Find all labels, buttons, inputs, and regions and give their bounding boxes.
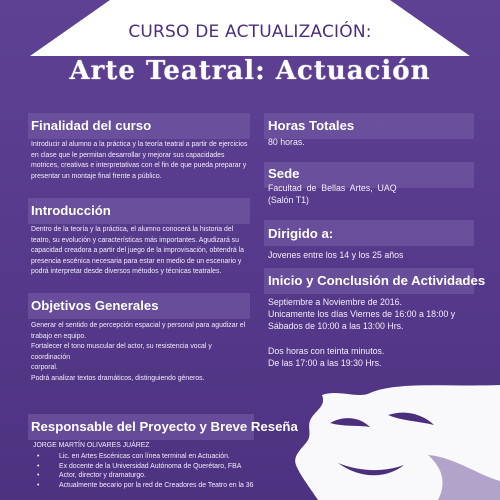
text-line: corporal. bbox=[31, 364, 58, 372]
course-kicker: CURSO DE ACTUALIZACIÓN: bbox=[128, 22, 372, 42]
text-line: presentar un montaje final frente a público. bbox=[31, 172, 162, 180]
responsable-heading: Responsable del Proyecto y Breve Reseña bbox=[31, 419, 298, 434]
text-line: (Salón T1) bbox=[268, 195, 309, 206]
text-line: Fortalecer el tono muscular del actor, su resistencia vocal y coordinación bbox=[31, 343, 212, 361]
text-line: presencia escénica necesaria para estar en medio de un escenario y bbox=[31, 257, 242, 265]
text-line: teatro, su evolución y características más importantes. Agudizará su bbox=[31, 236, 239, 244]
text-line: Podrá analizar textos dramáticos, distinguiendo géneros. bbox=[31, 374, 205, 382]
text-line: trabajo en equipo. bbox=[31, 332, 87, 340]
responsable-bullets bbox=[33, 452, 273, 490]
list-item: • Actor, director y dramaturgo. bbox=[33, 471, 273, 481]
text-line: podrá interpretar desde diversos métodos y técnicas teatrales. bbox=[31, 268, 222, 276]
text-line: Dentro de la teoría y la práctica, el alumno conocerá la historia del bbox=[31, 226, 234, 233]
list-item: • Ex docente de la Universidad Autónoma de Querétaro, FBA bbox=[33, 462, 273, 472]
text-line: Sábados de 10:00 a las 13:00 Hrs. bbox=[268, 321, 404, 332]
list-item: • Lic. en Artes Escénicas con línea terminal en Actuación. bbox=[33, 452, 273, 462]
text-line: Dos horas con teinta minutos. bbox=[268, 345, 385, 356]
list-item: • Actualmente becario por la red de Creadores de Teatro en la 36 bbox=[33, 481, 273, 491]
text-line bbox=[268, 333, 455, 345]
text-line: en clase que le permitan desarrollar y mejorar sus capacidades bbox=[31, 151, 225, 159]
course-title: Arte Teatral: Actuación bbox=[69, 56, 431, 86]
horas-value: 80 horas. bbox=[268, 137, 305, 147]
text-line: Generar el sentido de percepción espacial y personal para agudizar el bbox=[31, 322, 246, 329]
actor-face-illustration bbox=[278, 385, 500, 500]
fechas-text bbox=[268, 296, 455, 369]
text-line: Unicamente los días Viernes de 16:00 a 18:00 y bbox=[268, 309, 456, 320]
text-line: Septiembre a Noviembre de 2016. bbox=[268, 297, 402, 307]
responsable-name: JORGE MARTÍN OLIVARES JUÁREZ bbox=[33, 442, 150, 449]
horas-heading: Horas Totales bbox=[268, 118, 355, 133]
text-line: capacidad creadora a partir del juego de la improvisación, obtendrá la bbox=[31, 247, 244, 255]
text-line: De las 17:00 a las 19:30 Hrs. bbox=[268, 357, 382, 368]
text-line: Introducir al alumno a la práctica y la teoría teatral a partir de ejercicios bbox=[31, 141, 248, 148]
introduccion-heading: Introducción bbox=[31, 203, 111, 218]
text-line: motrices, creativas e interpretativas con el fin de que pueda preparar y bbox=[31, 162, 247, 170]
objetivos-text bbox=[31, 321, 249, 385]
introduccion-text bbox=[31, 225, 249, 278]
sede-heading: Sede bbox=[268, 166, 300, 181]
dirigido-heading: Dirigido a: bbox=[268, 226, 334, 241]
dirigido-value: Jovenes entre los 14 y los 25 años bbox=[268, 250, 404, 260]
text-line: Facultad de Bellas Artes, UAQ bbox=[268, 183, 397, 193]
finalidad-heading: Finalidad del curso bbox=[31, 118, 152, 133]
fechas-heading: Inicio y Conclusión de Actividades bbox=[268, 273, 486, 288]
sede-text bbox=[268, 182, 397, 206]
objetivos-heading: Objetivos Generales bbox=[31, 298, 159, 313]
finalidad-text bbox=[31, 140, 249, 182]
